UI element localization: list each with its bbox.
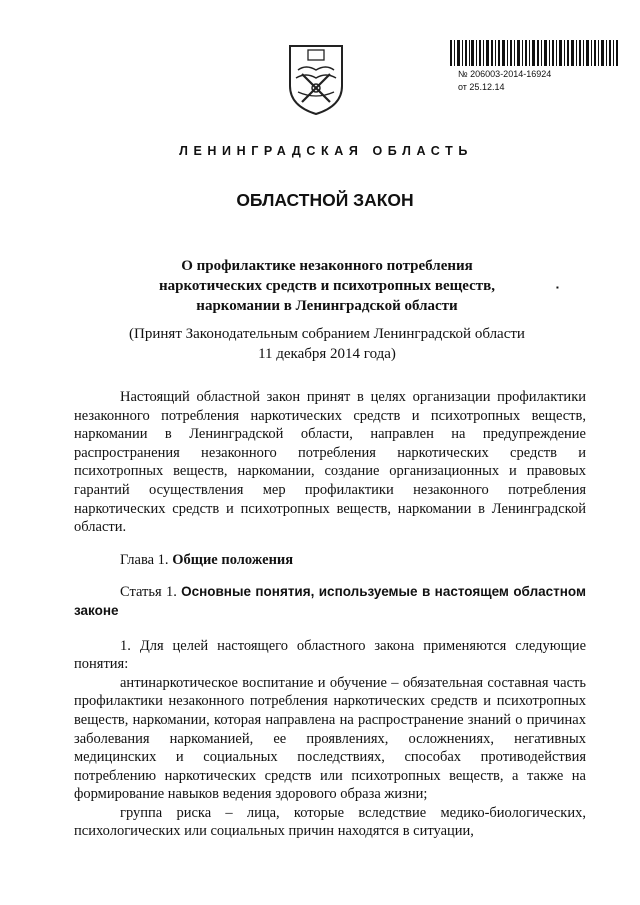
- registration-number: № 206003-2014-16924: [458, 69, 552, 79]
- clause-1-paragraph: 1. Для целей настоящего областного закона применяются следующие понятия:: [74, 637, 586, 673]
- article-prefix: Статья 1.: [120, 584, 182, 601]
- chapter-heading: [74, 551, 586, 570]
- registration-date: от 25.12.14: [458, 82, 505, 92]
- definition-paragraph-2: группа риска – лица, которые вследствие медико-биологических, психологических или социальных причин находятся в ситуации,: [74, 804, 586, 840]
- adoption-note-line-1: (Принят Законодательным собранием Ленинградской области: [129, 326, 525, 342]
- article-title: Основные понятия, используемые в настоящем областном законе: [74, 584, 586, 618]
- article-heading: [74, 583, 586, 620]
- law-title-line-1: О профилактике незаконного потребления: [181, 258, 473, 274]
- chapter-title: Общие положения: [172, 551, 294, 568]
- law-title: [0, 256, 640, 316]
- law-title-line-2: наркотических средств и психотропных веществ,: [158, 278, 495, 294]
- law-title-line-3: наркомании в Ленинградской области: [196, 298, 458, 314]
- scan-speck: ▪: [556, 283, 559, 292]
- adoption-note: [0, 324, 640, 364]
- preamble-paragraph: Настоящий областной закон принят в целях организации профилактики незаконного потребления наркотических средств и психотропных веществ, наркомании в Ленинградской области, направлен на предупреждение распространения незаконного потребления наркотических средств и психотропных веществ, наркомании, создание организационных и правовых гарантий осуществления мер профилактики незаконного потребления наркотических средств и психотропных веществ, наркомании в Ленинградской области.: [74, 389, 586, 536]
- chapter-prefix: Глава 1.: [120, 551, 173, 568]
- barcode: [450, 40, 618, 66]
- definition-paragraph-1: антинаркотическое воспитание и обучение – обязательная составная часть профилактики незаконного потребления наркотических средств и психотропных веществ, наркомании, которая направлена на распространение знаний о причинах заболевания наркоманией, ее проявлениях, осложнениях, негативных медицинских и социальных последствиях, способах противодействия потреблению наркотических средств или психотропных веществ, а также на формирование навыков ведения здорового образа жизни;: [74, 674, 586, 803]
- document-type-heading: ОБЛАСТНОЙ ЗАКОН: [236, 190, 414, 210]
- law-body: [74, 388, 586, 841]
- coat-of-arms-emblem: [286, 40, 346, 116]
- adoption-note-line-2: 11 декабря 2014 года): [258, 346, 396, 362]
- registration-info: [458, 68, 551, 94]
- region-heading: ЛЕНИНГРАДСКАЯ ОБЛАСТЬ: [179, 144, 473, 158]
